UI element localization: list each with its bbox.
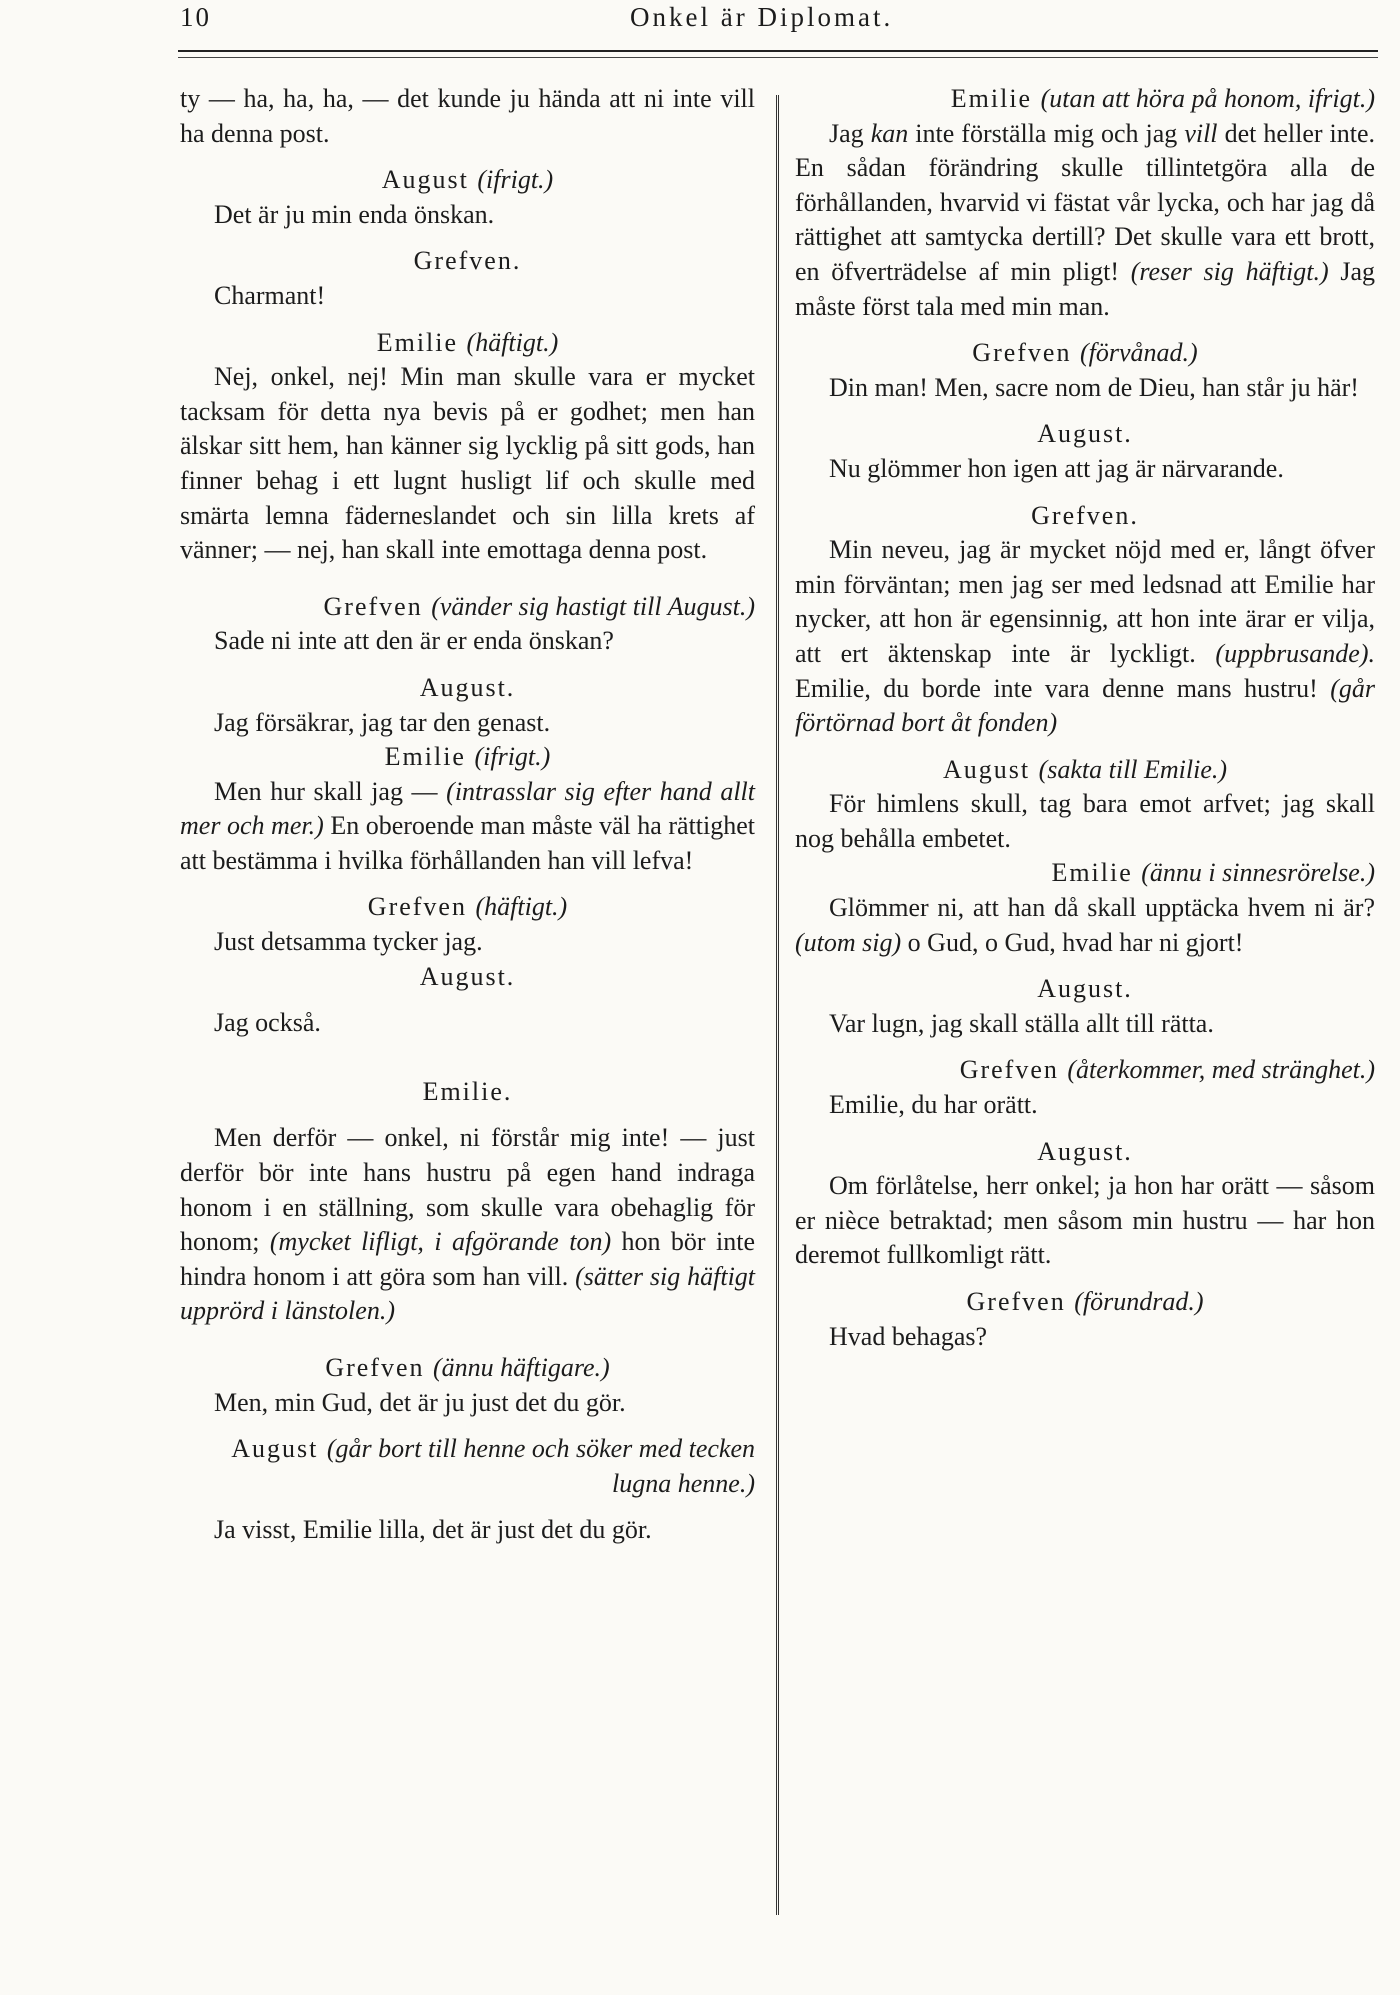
speaker-heading: August (ifrigt.) [381, 165, 554, 195]
speech-text: ty — ha, ha, ha, — det kunde ju hända att ni inte vill ha denna post. [180, 84, 755, 148]
speaker-heading: Grefven (återkommer, med stränghet.) [959, 1055, 1375, 1085]
speaker-heading: Grefven. [413, 246, 522, 276]
speech-text: Emilie, du har orätt. [829, 1090, 1038, 1120]
page-number: 10 [180, 2, 211, 32]
speaker-heading: August. [419, 672, 516, 702]
speech-text: Min neveu, jag är mycket nöjd med er, långt öfver min förväntan; men jag ser med ledsnad att Emilie har nycker, att hon är egensinnig, att hon inte ärar er vilja, att ert äktenskap inte är lyckligt. (uppbrusande). Emilie, du borde inte vara denne mans hustru! (går förtörnad bort åt fonden) [795, 535, 1375, 738]
speech-text: Om förlåtelse, herr onkel; ja hon har orätt — såsom er nièce betraktad; men såsom min hustru — har hon deremot fullkomligt rätt. [795, 1171, 1375, 1270]
running-title: Onkel är Diplomat. [630, 2, 894, 32]
speaker-heading: Grefven (ännu häftigare.) [325, 1353, 610, 1382]
speaker-heading: August. [1037, 1136, 1133, 1166]
speech-text: Men hur skall jag — (intrasslar sig efter hand allt mer och mer.) En oberoende man måste väl ha rättighet att bestämma i hvilka förhållanden han vill lefva! [180, 776, 756, 875]
speech-text: Jag försäkrar, jag tar den genast. [214, 707, 551, 737]
speaker-heading: Grefven. [1031, 500, 1139, 530]
speaker-heading: Emilie (utan att höra på honom, ifrigt.) [950, 84, 1375, 113]
speech-text: Din man! Men, sacre nom de Dieu, han står ju här! [829, 372, 1359, 402]
speech-text: Nej, onkel, nej! Min man skulle vara er mycket tacksam för detta nya bevis på er godhet; men han älskar sitt hem, han känner sig lycklig på sitt gods, han finner behag i ett lugnt husligt lif och skulle med smärta lemna fäderneslandet och sin lilla krets af vänner; — nej, han skall inte emottaga denna post. [180, 362, 755, 565]
speech-text: Hvad behagas? [829, 1321, 988, 1351]
header-rule-thin [178, 57, 1378, 58]
speech-text: Nu glömmer hon igen att jag är närvarande. [829, 453, 1284, 483]
column-divider [776, 95, 779, 1915]
speech-text: Ja visst, Emilie lilla, det är just det du gör. [214, 1515, 652, 1545]
speech-text: För himlens skull, tag bara emot arfvet; jag skall nog behålla embetet. [795, 789, 1375, 853]
speech-text: Sade ni inte att den är er enda önskan? [214, 626, 614, 656]
speech-text: Var lugn, jag skall ställa allt till rätta. [829, 1008, 1214, 1038]
speaker-heading: Grefven (vänder sig hastigt till August.) [323, 591, 755, 621]
speech-text: Men, min Gud, det är ju just det du gör. [214, 1387, 626, 1417]
speaker-heading: Grefven (förvånad.) [972, 338, 1198, 368]
speaker-heading: Emilie (ännu i sinnesrörelse.) [1051, 858, 1375, 888]
left-column [180, 82, 755, 1548]
speaker-heading: August. [1037, 974, 1133, 1004]
speaker-heading: August (går bort till henne och söker med tecken lugna henne.) [231, 1434, 755, 1498]
speech-text: Glömmer ni, att han då skall upptäcka hvem ni är? (utom sig) o Gud, o Gud, hvad har ni gjort! [795, 893, 1375, 957]
speaker-heading: Emilie (ifrigt.) [384, 742, 551, 772]
speaker-heading: August. [419, 961, 516, 991]
header-rule [178, 50, 1378, 52]
speaker-heading: Grefven (förundrad.) [966, 1287, 1204, 1316]
right-column [795, 82, 1375, 1354]
speech-text: Charmant! [214, 280, 326, 310]
speech-text: Jag kan inte förställa mig och jag vill det heller inte. En sådan förändring skulle tillintetgöra alla de förhållanden, hvarvid vi fästat vår lycka, och har jag då rättighet att samtycka dertill? Det skulle vara ett brott, en öfverträdelse af min pligt! (reser sig häftigt.) Jag måste först tala med min man. [795, 118, 1376, 321]
speaker-heading: Emilie. [422, 1076, 513, 1106]
speech-text: Just detsamma tycker jag. [214, 927, 483, 957]
speaker-heading: Emilie (häftigt.) [376, 327, 559, 357]
speech-text: Men derför — onkel, ni förstår mig inte! — just derför bör inte hans hustru på egen hand indraga honom i en ställning, som skulle vara obehaglig för honom; (mycket lifligt, i afgörande ton) hon bör inte hindra honom i att göra som han vill. (sätter sig häftigt upprörd i länstolen.) [180, 1123, 756, 1326]
speech-text: Det är ju min enda önskan. [214, 199, 495, 229]
speaker-heading: Grefven (häftigt.) [367, 892, 568, 922]
speaker-heading: August. [1037, 419, 1133, 449]
speaker-heading: August (sakta till Emilie.) [942, 754, 1228, 784]
speech-text: Jag också. [214, 1008, 321, 1038]
